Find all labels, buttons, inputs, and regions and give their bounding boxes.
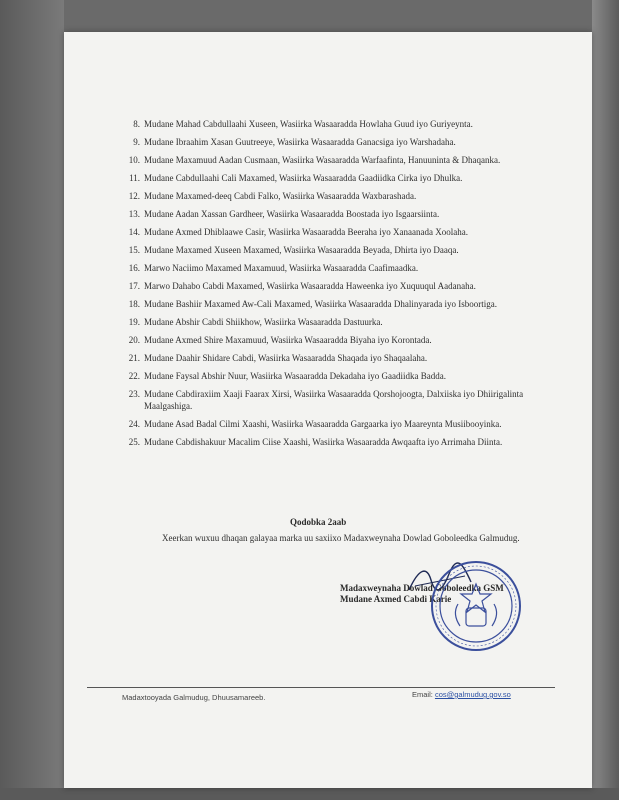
list-item-number: 12. bbox=[128, 191, 140, 201]
list-item bbox=[133, 118, 544, 130]
email-link[interactable]: cos@galmudug.gov.so bbox=[434, 690, 511, 699]
list-item-number: 13. bbox=[128, 209, 140, 219]
footer-divider bbox=[87, 687, 555, 688]
list-item-number: 14. bbox=[128, 227, 140, 237]
list-item-number: 17. bbox=[128, 281, 140, 291]
list-item-number: 10. bbox=[128, 155, 140, 165]
list-item-number: 8. bbox=[133, 119, 140, 129]
scan-right-edge bbox=[592, 0, 619, 800]
list-item-number: 23. bbox=[128, 389, 140, 399]
official-seal-stamp bbox=[430, 560, 522, 652]
list-item bbox=[128, 154, 544, 166]
list-item-number: 19. bbox=[128, 317, 140, 327]
list-item bbox=[128, 370, 544, 382]
list-item-number: 22. bbox=[128, 371, 140, 381]
list-item-number: 15. bbox=[128, 245, 140, 255]
list-item-text: Mudane Asad Badal Cilmi Xaashi, Wasiirka Wasaaradda Gargaarka iyo Maareynta Musiibooyinka. bbox=[144, 419, 502, 429]
section-heading: Qodobka 2aab bbox=[290, 517, 347, 527]
list-item bbox=[128, 334, 544, 346]
list-item bbox=[128, 298, 544, 310]
signatory-name: Mudane Axmed Cabdi Karie bbox=[340, 594, 452, 604]
list-item bbox=[128, 262, 544, 274]
minister-list bbox=[128, 118, 544, 454]
list-item bbox=[128, 352, 544, 364]
list-item bbox=[128, 244, 544, 256]
list-item bbox=[128, 208, 544, 220]
closing-paragraph: Xeerkan wuxuu dhaqan galayaa marka uu saxiixo Madaxweynaha Dowlad Goboleedka Galmudug. bbox=[162, 533, 520, 543]
list-item bbox=[128, 226, 544, 238]
scan-bottom-edge bbox=[0, 788, 619, 800]
list-item-number: 16. bbox=[128, 263, 140, 273]
list-item bbox=[128, 280, 544, 292]
list-item bbox=[133, 136, 544, 148]
list-item-text: Mudane Axmed Dhiblaawe Casir, Wasiirka Wasaaradda Beeraha iyo Xanaanada Xoolaha. bbox=[144, 227, 468, 237]
footer-email bbox=[412, 690, 511, 699]
list-item-number: 25. bbox=[128, 437, 140, 447]
list-item-text: Mudane Maxamed-deeq Cabdi Falko, Wasiirka Wasaaradda Waxbarashada. bbox=[144, 191, 417, 201]
list-item bbox=[128, 436, 544, 448]
list-item-text: Mudane Axmed Shire Maxamuud, Wasiirka Wasaaradda Biyaha iyo Korontada. bbox=[144, 335, 432, 345]
scan-top-edge bbox=[0, 0, 619, 32]
list-item bbox=[128, 316, 544, 328]
list-item-text: Mudane Maxamed Xuseen Maxamed, Wasiirka Wasaaradda Beyada, Dhirta iyo Daaqa. bbox=[144, 245, 459, 255]
list-item-text: Mudane Cabdishakuur Macalim Ciise Xaashi, Wasiirka Wasaaradda Awqaafta iyo Arrimaha Diinta. bbox=[144, 437, 503, 447]
list-item-number: 18. bbox=[128, 299, 140, 309]
list-item-number: 9. bbox=[133, 137, 140, 147]
list-item-text: Mudane Maxamuud Aadan Cusmaan, Wasiirka Wasaaradda Warfaafinta, Hanuuninta & Dhaqanka. bbox=[144, 155, 501, 165]
list-item bbox=[128, 190, 544, 202]
list-item-text: Marwo Naciimo Maxamed Maxamuud, Wasiirka Wasaaradda Caafimaadka. bbox=[144, 263, 419, 273]
list-item-text: Mudane Cabdullaahi Cali Maxamed, Wasiirka Wasaaradda Gaadiidka Cirka iyo Dhulka. bbox=[144, 173, 463, 183]
list-item-text: Mudane Abshir Cabdi Shiikhow, Wasiirka Wasaaradda Dastuurka. bbox=[144, 317, 383, 327]
list-item-number: 24. bbox=[128, 419, 140, 429]
list-item-text: Mudane Cabdiraxiim Xaaji Faarax Xirsi, Wasiirka Wasaaradda Qorshojoogta, Dalxiiska iyo Dhiirigalinta Maalgashiga. bbox=[144, 389, 524, 411]
list-item bbox=[128, 388, 544, 412]
list-item-number: 11. bbox=[129, 173, 140, 183]
list-item-text: Mudane Bashiir Maxamed Aw-Cali Maxamed, Wasiirka Wasaaradda Dhalinyarada iyo Isboortiga. bbox=[144, 299, 498, 309]
list-item-text: Mudane Ibraahim Xasan Guutreeye, Wasiirka Wasaaradda Ganacsiga iyo Warshadaha. bbox=[144, 137, 456, 147]
list-item-text: Marwo Dahabo Cabdi Maxamed, Wasiirka Wasaaradda Haweenka iyo Xuquuqul Aadanaha. bbox=[144, 281, 476, 291]
list-item bbox=[128, 418, 544, 430]
list-item-text: Mudane Aadan Xassan Gardheer, Wasiirka Wasaaradda Boostada iyo Isgaarsiinta. bbox=[144, 209, 440, 219]
scan-left-edge bbox=[0, 0, 64, 800]
list-item-number: 21. bbox=[128, 353, 140, 363]
email-label: Email: bbox=[412, 690, 433, 699]
footer-address: Madaxtooyada Galmudug, Dhuusamareeb. bbox=[122, 693, 266, 702]
signatory-title: Madaxweynaha Dowlad Goboleedka GSM bbox=[340, 583, 504, 593]
list-item-text: Mudane Daahir Shidare Cabdi, Wasiirka Wasaaradda Shaqada iyo Shaqaalaha. bbox=[144, 353, 428, 363]
list-item-number: 20. bbox=[128, 335, 140, 345]
list-item bbox=[129, 172, 544, 184]
list-item-text: Mudane Mahad Cabdullaahi Xuseen, Wasiirka Wasaaradda Howlaha Guud iyo Guriyeynta. bbox=[144, 119, 473, 129]
list-item-text: Mudane Faysal Abshir Nuur, Wasiirka Wasaaradda Dekadaha iyo Gaadiidka Badda. bbox=[144, 371, 447, 381]
